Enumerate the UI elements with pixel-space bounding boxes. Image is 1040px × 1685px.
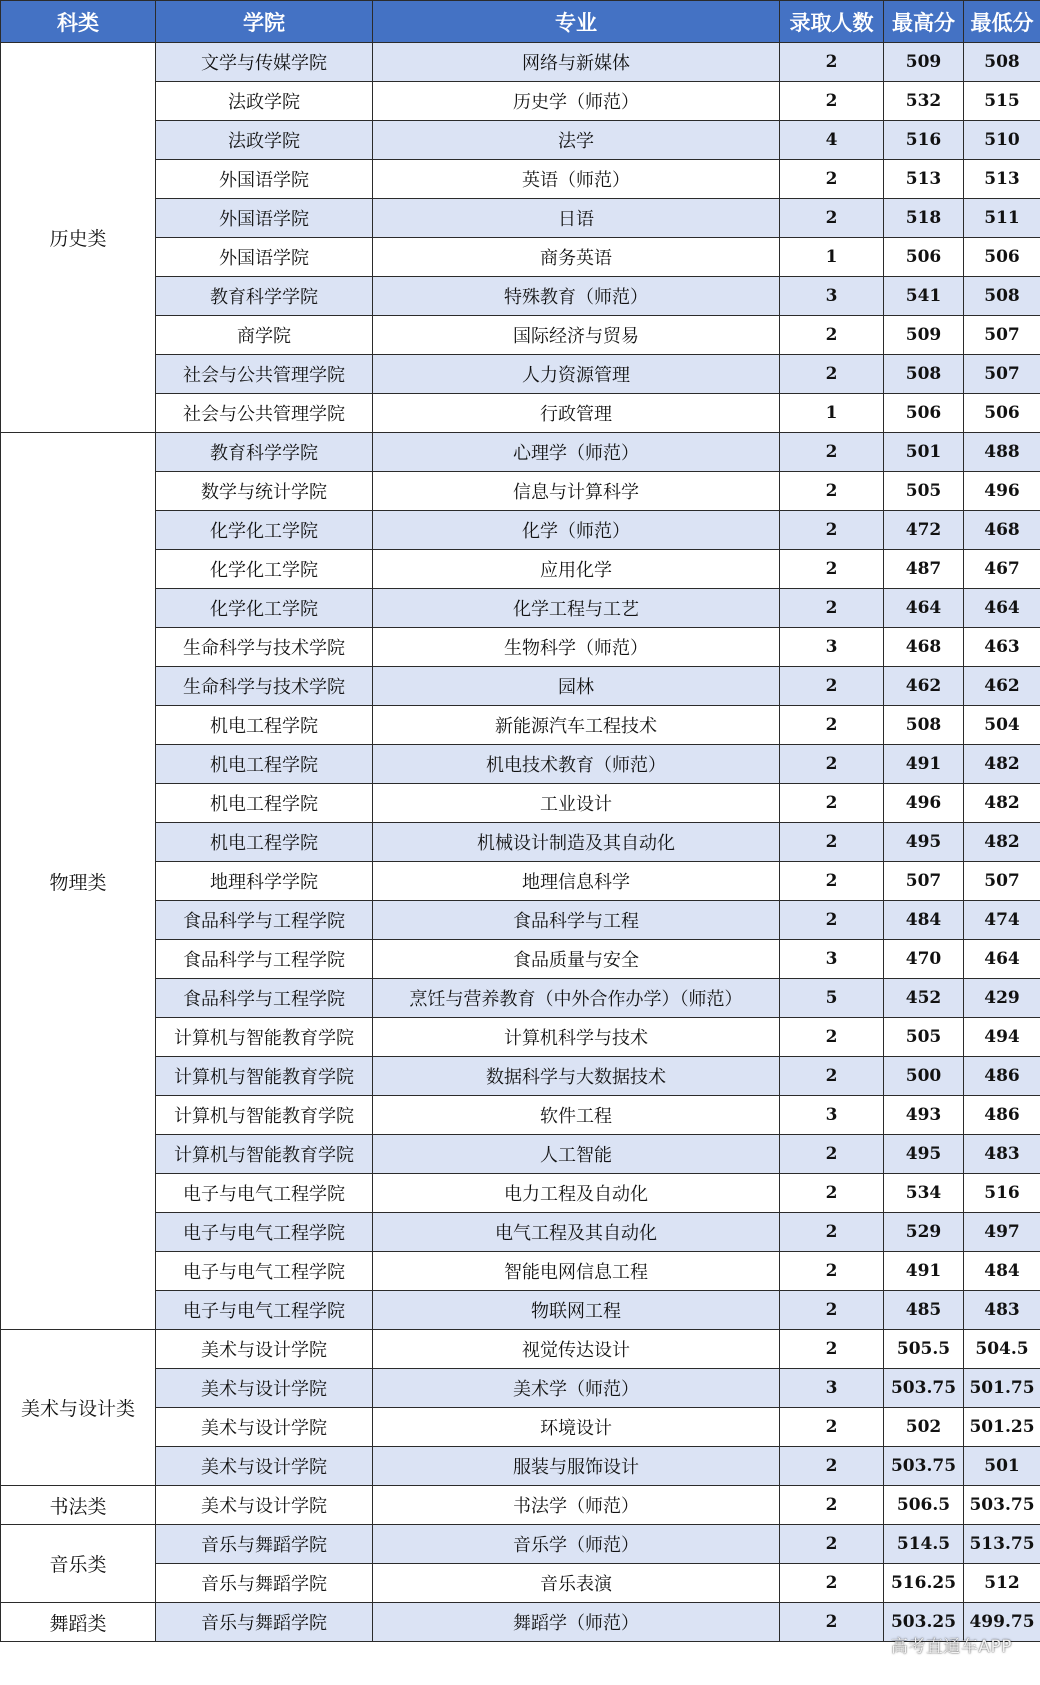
table-row bbox=[1, 823, 1040, 862]
college-cell: 机电工程学院 bbox=[156, 823, 373, 862]
max-score-cell: 484 bbox=[884, 901, 964, 940]
max-score-cell: 506 bbox=[884, 394, 964, 433]
college-cell: 化学化工学院 bbox=[156, 550, 373, 589]
college-cell: 美术与设计学院 bbox=[156, 1486, 373, 1525]
min-score-cell: 504 bbox=[964, 706, 1040, 745]
admitted-count-cell: 3 bbox=[780, 628, 884, 667]
major-cell: 音乐学（师范） bbox=[373, 1525, 780, 1564]
header-max-score: 最高分 bbox=[884, 1, 964, 43]
admitted-count-cell: 2 bbox=[780, 784, 884, 823]
category-cell: 历史类 bbox=[1, 43, 156, 433]
college-cell: 社会与公共管理学院 bbox=[156, 355, 373, 394]
min-score-cell: 429 bbox=[964, 979, 1040, 1018]
admitted-count-cell: 2 bbox=[780, 550, 884, 589]
major-cell: 生物科学（师范） bbox=[373, 628, 780, 667]
major-cell: 物联网工程 bbox=[373, 1291, 780, 1330]
min-score-cell: 515 bbox=[964, 82, 1040, 121]
major-cell: 新能源汽车工程技术 bbox=[373, 706, 780, 745]
college-cell: 教育科学学院 bbox=[156, 277, 373, 316]
min-score-cell: 486 bbox=[964, 1057, 1040, 1096]
admitted-count-cell: 2 bbox=[780, 589, 884, 628]
table-row bbox=[1, 706, 1040, 745]
header-major: 专业 bbox=[373, 1, 780, 43]
admitted-count-cell: 2 bbox=[780, 1447, 884, 1486]
table-row bbox=[1, 238, 1040, 277]
table-row bbox=[1, 394, 1040, 433]
major-cell: 视觉传达设计 bbox=[373, 1330, 780, 1369]
admitted-count-cell: 2 bbox=[780, 160, 884, 199]
admitted-count-cell: 2 bbox=[780, 706, 884, 745]
max-score-cell: 468 bbox=[884, 628, 964, 667]
min-score-cell: 511 bbox=[964, 199, 1040, 238]
college-cell: 机电工程学院 bbox=[156, 706, 373, 745]
table-row bbox=[1, 1096, 1040, 1135]
table-row bbox=[1, 1486, 1040, 1525]
max-score-cell: 452 bbox=[884, 979, 964, 1018]
college-cell: 数学与统计学院 bbox=[156, 472, 373, 511]
max-score-cell: 470 bbox=[884, 940, 964, 979]
college-cell: 美术与设计学院 bbox=[156, 1447, 373, 1486]
admitted-count-cell: 3 bbox=[780, 277, 884, 316]
max-score-cell: 503.75 bbox=[884, 1369, 964, 1408]
admitted-count-cell: 2 bbox=[780, 1018, 884, 1057]
min-score-cell: 508 bbox=[964, 43, 1040, 82]
min-score-cell: 483 bbox=[964, 1135, 1040, 1174]
college-cell: 教育科学学院 bbox=[156, 433, 373, 472]
max-score-cell: 541 bbox=[884, 277, 964, 316]
table-row bbox=[1, 472, 1040, 511]
admitted-count-cell: 2 bbox=[780, 511, 884, 550]
college-cell: 音乐与舞蹈学院 bbox=[156, 1525, 373, 1564]
table-row bbox=[1, 1213, 1040, 1252]
college-cell: 音乐与舞蹈学院 bbox=[156, 1564, 373, 1603]
max-score-cell: 487 bbox=[884, 550, 964, 589]
admitted-count-cell: 2 bbox=[780, 82, 884, 121]
max-score-cell: 509 bbox=[884, 43, 964, 82]
college-cell: 地理科学学院 bbox=[156, 862, 373, 901]
min-score-cell: 474 bbox=[964, 901, 1040, 940]
admitted-count-cell: 2 bbox=[780, 1603, 884, 1642]
college-cell: 美术与设计学院 bbox=[156, 1408, 373, 1447]
max-score-cell: 505 bbox=[884, 1018, 964, 1057]
admitted-count-cell: 2 bbox=[780, 1564, 884, 1603]
major-cell: 音乐表演 bbox=[373, 1564, 780, 1603]
min-score-cell: 501.25 bbox=[964, 1408, 1040, 1447]
max-score-cell: 513 bbox=[884, 160, 964, 199]
admitted-count-cell: 2 bbox=[780, 199, 884, 238]
table-row bbox=[1, 82, 1040, 121]
header-category: 科类 bbox=[1, 1, 156, 43]
admitted-count-cell: 5 bbox=[780, 979, 884, 1018]
max-score-cell: 493 bbox=[884, 1096, 964, 1135]
major-cell: 法学 bbox=[373, 121, 780, 160]
min-score-cell: 467 bbox=[964, 550, 1040, 589]
min-score-cell: 501 bbox=[964, 1447, 1040, 1486]
admitted-count-cell: 2 bbox=[780, 355, 884, 394]
college-cell: 生命科学与技术学院 bbox=[156, 667, 373, 706]
major-cell: 历史学（师范） bbox=[373, 82, 780, 121]
major-cell: 特殊教育（师范） bbox=[373, 277, 780, 316]
college-cell: 生命科学与技术学院 bbox=[156, 628, 373, 667]
min-score-cell: 513 bbox=[964, 160, 1040, 199]
category-cell: 舞蹈类 bbox=[1, 1603, 156, 1642]
major-cell: 食品科学与工程 bbox=[373, 901, 780, 940]
admitted-count-cell: 2 bbox=[780, 1057, 884, 1096]
college-cell: 法政学院 bbox=[156, 121, 373, 160]
min-score-cell: 496 bbox=[964, 472, 1040, 511]
admitted-count-cell: 1 bbox=[780, 394, 884, 433]
min-score-cell: 506 bbox=[964, 394, 1040, 433]
college-cell: 食品科学与工程学院 bbox=[156, 940, 373, 979]
admitted-count-cell: 4 bbox=[780, 121, 884, 160]
category-cell: 音乐类 bbox=[1, 1525, 156, 1603]
table-body bbox=[1, 43, 1040, 1642]
major-cell: 信息与计算科学 bbox=[373, 472, 780, 511]
college-cell: 电子与电气工程学院 bbox=[156, 1174, 373, 1213]
admitted-count-cell: 2 bbox=[780, 862, 884, 901]
major-cell: 商务英语 bbox=[373, 238, 780, 277]
admitted-count-cell: 2 bbox=[780, 1174, 884, 1213]
table-row bbox=[1, 1447, 1040, 1486]
min-score-cell: 506 bbox=[964, 238, 1040, 277]
college-cell: 电子与电气工程学院 bbox=[156, 1213, 373, 1252]
max-score-cell: 516.25 bbox=[884, 1564, 964, 1603]
min-score-cell: 483 bbox=[964, 1291, 1040, 1330]
admitted-count-cell: 2 bbox=[780, 433, 884, 472]
major-cell: 服装与服饰设计 bbox=[373, 1447, 780, 1486]
major-cell: 人工智能 bbox=[373, 1135, 780, 1174]
table-row bbox=[1, 1291, 1040, 1330]
admitted-count-cell: 3 bbox=[780, 1369, 884, 1408]
table-row bbox=[1, 1564, 1040, 1603]
min-score-cell: 513.75 bbox=[964, 1525, 1040, 1564]
admitted-count-cell: 2 bbox=[780, 823, 884, 862]
max-score-cell: 502 bbox=[884, 1408, 964, 1447]
college-cell: 电子与电气工程学院 bbox=[156, 1291, 373, 1330]
header-admitted: 录取人数 bbox=[780, 1, 884, 43]
max-score-cell: 529 bbox=[884, 1213, 964, 1252]
min-score-cell: 494 bbox=[964, 1018, 1040, 1057]
min-score-cell: 508 bbox=[964, 277, 1040, 316]
max-score-cell: 503.75 bbox=[884, 1447, 964, 1486]
table-row bbox=[1, 511, 1040, 550]
max-score-cell: 491 bbox=[884, 745, 964, 784]
major-cell: 舞蹈学（师范） bbox=[373, 1603, 780, 1642]
min-score-cell: 482 bbox=[964, 823, 1040, 862]
college-cell: 法政学院 bbox=[156, 82, 373, 121]
table-row bbox=[1, 589, 1040, 628]
college-cell: 电子与电气工程学院 bbox=[156, 1252, 373, 1291]
major-cell: 机械设计制造及其自动化 bbox=[373, 823, 780, 862]
table-header-row bbox=[1, 1, 1040, 43]
max-score-cell: 516 bbox=[884, 121, 964, 160]
admitted-count-cell: 2 bbox=[780, 1525, 884, 1564]
min-score-cell: 482 bbox=[964, 745, 1040, 784]
max-score-cell: 500 bbox=[884, 1057, 964, 1096]
min-score-cell: 501.75 bbox=[964, 1369, 1040, 1408]
admitted-count-cell: 2 bbox=[780, 745, 884, 784]
college-cell: 机电工程学院 bbox=[156, 784, 373, 823]
college-cell: 化学化工学院 bbox=[156, 511, 373, 550]
major-cell: 计算机科学与技术 bbox=[373, 1018, 780, 1057]
admitted-count-cell: 2 bbox=[780, 1252, 884, 1291]
table-row bbox=[1, 355, 1040, 394]
table-row bbox=[1, 433, 1040, 472]
max-score-cell: 496 bbox=[884, 784, 964, 823]
admitted-count-cell: 2 bbox=[780, 1330, 884, 1369]
max-score-cell: 508 bbox=[884, 355, 964, 394]
college-cell: 外国语学院 bbox=[156, 160, 373, 199]
max-score-cell: 503.25 bbox=[884, 1603, 964, 1642]
table-row bbox=[1, 862, 1040, 901]
table-row bbox=[1, 1252, 1040, 1291]
major-cell: 化学工程与工艺 bbox=[373, 589, 780, 628]
admitted-count-cell: 2 bbox=[780, 1135, 884, 1174]
admitted-count-cell: 2 bbox=[780, 1408, 884, 1447]
college-cell: 食品科学与工程学院 bbox=[156, 901, 373, 940]
college-cell: 外国语学院 bbox=[156, 199, 373, 238]
admitted-count-cell: 2 bbox=[780, 316, 884, 355]
max-score-cell: 532 bbox=[884, 82, 964, 121]
admitted-count-cell: 2 bbox=[780, 472, 884, 511]
major-cell: 电气工程及其自动化 bbox=[373, 1213, 780, 1252]
header-college: 学院 bbox=[156, 1, 373, 43]
admitted-count-cell: 2 bbox=[780, 1291, 884, 1330]
min-score-cell: 464 bbox=[964, 589, 1040, 628]
max-score-cell: 518 bbox=[884, 199, 964, 238]
college-cell: 计算机与智能教育学院 bbox=[156, 1096, 373, 1135]
table-row bbox=[1, 1369, 1040, 1408]
watermark-text: 高考直通车APP bbox=[890, 1637, 1012, 1657]
major-cell: 美术学（师范） bbox=[373, 1369, 780, 1408]
table-row bbox=[1, 1174, 1040, 1213]
admitted-count-cell: 2 bbox=[780, 1213, 884, 1252]
min-score-cell: 484 bbox=[964, 1252, 1040, 1291]
major-cell: 化学（师范） bbox=[373, 511, 780, 550]
major-cell: 地理信息科学 bbox=[373, 862, 780, 901]
table-row bbox=[1, 1330, 1040, 1369]
college-cell: 外国语学院 bbox=[156, 238, 373, 277]
table-row bbox=[1, 277, 1040, 316]
max-score-cell: 507 bbox=[884, 862, 964, 901]
max-score-cell: 509 bbox=[884, 316, 964, 355]
college-cell: 文学与传媒学院 bbox=[156, 43, 373, 82]
table-row bbox=[1, 1057, 1040, 1096]
major-cell: 工业设计 bbox=[373, 784, 780, 823]
max-score-cell: 462 bbox=[884, 667, 964, 706]
max-score-cell: 534 bbox=[884, 1174, 964, 1213]
major-cell: 园林 bbox=[373, 667, 780, 706]
min-score-cell: 507 bbox=[964, 862, 1040, 901]
table-row bbox=[1, 550, 1040, 589]
college-cell: 社会与公共管理学院 bbox=[156, 394, 373, 433]
major-cell: 应用化学 bbox=[373, 550, 780, 589]
max-score-cell: 491 bbox=[884, 1252, 964, 1291]
max-score-cell: 505 bbox=[884, 472, 964, 511]
max-score-cell: 495 bbox=[884, 823, 964, 862]
college-cell: 美术与设计学院 bbox=[156, 1369, 373, 1408]
table-row bbox=[1, 901, 1040, 940]
table-row bbox=[1, 160, 1040, 199]
admitted-count-cell: 2 bbox=[780, 43, 884, 82]
max-score-cell: 464 bbox=[884, 589, 964, 628]
table-row bbox=[1, 1135, 1040, 1174]
college-cell: 机电工程学院 bbox=[156, 745, 373, 784]
max-score-cell: 472 bbox=[884, 511, 964, 550]
min-score-cell: 499.75 bbox=[964, 1603, 1040, 1642]
table-row bbox=[1, 121, 1040, 160]
major-cell: 电力工程及自动化 bbox=[373, 1174, 780, 1213]
major-cell: 英语（师范） bbox=[373, 160, 780, 199]
college-cell: 计算机与智能教育学院 bbox=[156, 1057, 373, 1096]
min-score-cell: 516 bbox=[964, 1174, 1040, 1213]
major-cell: 食品质量与安全 bbox=[373, 940, 780, 979]
max-score-cell: 506 bbox=[884, 238, 964, 277]
table-row bbox=[1, 1525, 1040, 1564]
min-score-cell: 463 bbox=[964, 628, 1040, 667]
min-score-cell: 482 bbox=[964, 784, 1040, 823]
major-cell: 日语 bbox=[373, 199, 780, 238]
college-cell: 音乐与舞蹈学院 bbox=[156, 1603, 373, 1642]
table-row bbox=[1, 745, 1040, 784]
table-row bbox=[1, 1603, 1040, 1642]
min-score-cell: 497 bbox=[964, 1213, 1040, 1252]
min-score-cell: 464 bbox=[964, 940, 1040, 979]
college-cell: 食品科学与工程学院 bbox=[156, 979, 373, 1018]
max-score-cell: 485 bbox=[884, 1291, 964, 1330]
max-score-cell: 505.5 bbox=[884, 1330, 964, 1369]
major-cell: 心理学（师范） bbox=[373, 433, 780, 472]
table-row bbox=[1, 199, 1040, 238]
table-row bbox=[1, 43, 1040, 82]
max-score-cell: 495 bbox=[884, 1135, 964, 1174]
major-cell: 国际经济与贸易 bbox=[373, 316, 780, 355]
admitted-count-cell: 1 bbox=[780, 238, 884, 277]
min-score-cell: 462 bbox=[964, 667, 1040, 706]
min-score-cell: 468 bbox=[964, 511, 1040, 550]
admitted-count-cell: 3 bbox=[780, 1096, 884, 1135]
major-cell: 行政管理 bbox=[373, 394, 780, 433]
max-score-cell: 514.5 bbox=[884, 1525, 964, 1564]
table-row bbox=[1, 628, 1040, 667]
major-cell: 数据科学与大数据技术 bbox=[373, 1057, 780, 1096]
min-score-cell: 486 bbox=[964, 1096, 1040, 1135]
table-row bbox=[1, 667, 1040, 706]
major-cell: 人力资源管理 bbox=[373, 355, 780, 394]
max-score-cell: 506.5 bbox=[884, 1486, 964, 1525]
college-cell: 商学院 bbox=[156, 316, 373, 355]
admitted-count-cell: 2 bbox=[780, 667, 884, 706]
college-cell: 计算机与智能教育学院 bbox=[156, 1018, 373, 1057]
table-row bbox=[1, 1408, 1040, 1447]
min-score-cell: 504.5 bbox=[964, 1330, 1040, 1369]
major-cell: 智能电网信息工程 bbox=[373, 1252, 780, 1291]
category-cell: 美术与设计类 bbox=[1, 1330, 156, 1486]
min-score-cell: 507 bbox=[964, 355, 1040, 394]
college-cell: 化学化工学院 bbox=[156, 589, 373, 628]
admitted-count-cell: 2 bbox=[780, 901, 884, 940]
max-score-cell: 508 bbox=[884, 706, 964, 745]
table-row bbox=[1, 1018, 1040, 1057]
table-row bbox=[1, 979, 1040, 1018]
min-score-cell: 503.75 bbox=[964, 1486, 1040, 1525]
admitted-count-cell: 3 bbox=[780, 940, 884, 979]
major-cell: 机电技术教育（师范） bbox=[373, 745, 780, 784]
min-score-cell: 507 bbox=[964, 316, 1040, 355]
major-cell: 软件工程 bbox=[373, 1096, 780, 1135]
max-score-cell: 501 bbox=[884, 433, 964, 472]
major-cell: 烹饪与营养教育（中外合作办学）（师范） bbox=[373, 979, 780, 1018]
header-min-score: 最低分 bbox=[964, 1, 1040, 43]
admitted-count-cell: 2 bbox=[780, 1486, 884, 1525]
table-row bbox=[1, 784, 1040, 823]
category-cell: 物理类 bbox=[1, 433, 156, 1330]
major-cell: 网络与新媒体 bbox=[373, 43, 780, 82]
min-score-cell: 510 bbox=[964, 121, 1040, 160]
min-score-cell: 512 bbox=[964, 1564, 1040, 1603]
table-row bbox=[1, 316, 1040, 355]
college-cell: 美术与设计学院 bbox=[156, 1330, 373, 1369]
category-cell: 书法类 bbox=[1, 1486, 156, 1525]
min-score-cell: 488 bbox=[964, 433, 1040, 472]
major-cell: 书法学（师范） bbox=[373, 1486, 780, 1525]
college-cell: 计算机与智能教育学院 bbox=[156, 1135, 373, 1174]
major-cell: 环境设计 bbox=[373, 1408, 780, 1447]
table-row bbox=[1, 940, 1040, 979]
